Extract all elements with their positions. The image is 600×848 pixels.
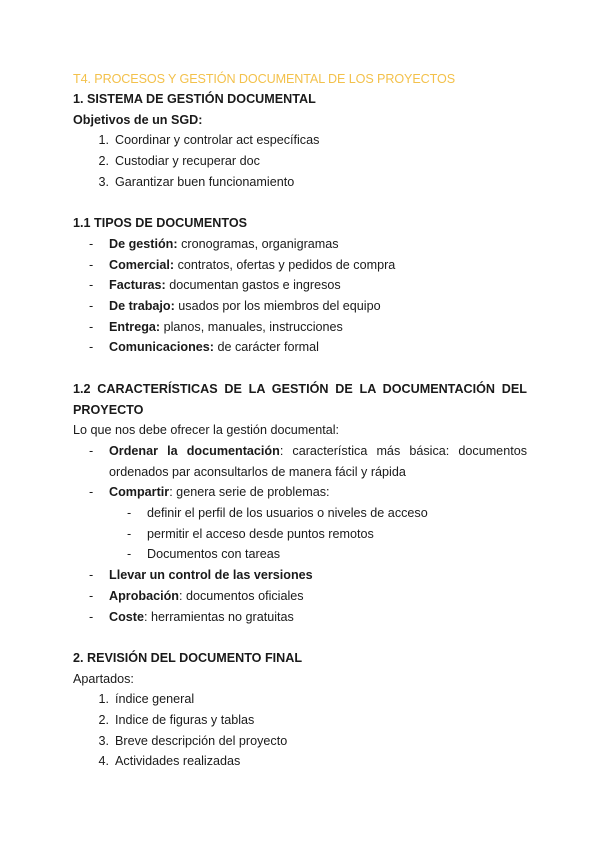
item-description: planos, manuales, instrucciones xyxy=(160,319,343,334)
objectives-label: Objetivos de un SGD: xyxy=(73,112,203,127)
item-term: Llevar un control de las versiones xyxy=(109,568,313,583)
section-heading-revision: 2. REVISIÓN DEL DOCUMENTO FINAL xyxy=(73,650,303,665)
item-term: De trabajo: xyxy=(109,299,175,314)
sublist-item xyxy=(73,544,527,565)
section-heading-tipos: 1.1 TIPOS DE DOCUMENTOS xyxy=(73,216,248,231)
document-types-list xyxy=(73,234,527,358)
list-item xyxy=(73,151,527,172)
list-text: Garantizar buen funcionamiento xyxy=(115,174,295,189)
characteristics-list-cont xyxy=(73,565,527,627)
item-description: : documentos oficiales xyxy=(178,588,304,603)
list-item xyxy=(73,586,527,607)
list-item xyxy=(73,296,527,317)
item-term: Compartir xyxy=(109,485,170,500)
list-number: 3. xyxy=(98,174,109,189)
list-text: Actividades realizadas xyxy=(115,754,241,769)
list-item xyxy=(73,751,527,772)
bullet-dash: - xyxy=(89,485,94,500)
list-item xyxy=(73,337,527,358)
bullet-dash: - xyxy=(89,443,94,458)
item-term: Facturas: xyxy=(109,278,166,293)
item-description: : herramientas no gratuitas xyxy=(144,609,294,624)
bullet-dash: - xyxy=(89,299,94,314)
bullet-dash: - xyxy=(89,568,94,583)
item-description: : característica más básica: documentos ordenados par aconsultarlos de manera fácil y rápida xyxy=(109,443,527,479)
compartir-sublist xyxy=(73,503,527,565)
item-term: De gestión: xyxy=(109,236,178,251)
bullet-dash: - xyxy=(89,278,94,293)
item-description: : genera serie de problemas: xyxy=(169,485,330,500)
list-item xyxy=(73,172,527,193)
list-item xyxy=(73,255,527,276)
apartados-label: Apartados: xyxy=(73,671,134,686)
list-item xyxy=(73,234,527,255)
list-item xyxy=(73,130,527,151)
spacer xyxy=(73,193,527,214)
bullet-dash: - xyxy=(89,236,94,251)
document-content xyxy=(73,69,527,772)
item-term: Aprobación xyxy=(109,588,179,603)
list-item xyxy=(73,731,527,752)
sublist-item xyxy=(73,503,527,524)
apartados-list xyxy=(73,689,527,772)
list-item xyxy=(73,710,527,731)
section-intro: Lo que nos debe ofrecer la gestión documental: xyxy=(73,423,340,438)
bullet-dash: - xyxy=(89,609,94,624)
list-number: 3. xyxy=(98,733,109,748)
item-term: Comunicaciones: xyxy=(109,340,214,355)
list-number: 4. xyxy=(98,754,109,769)
section-heading-caracteristicas: 1.2 CARACTERÍSTICAS DE LA GESTIÓN DE LA DOCUMENTACIÓN DEL PROYECTO xyxy=(73,381,527,417)
bullet-dash: - xyxy=(89,588,94,603)
item-term: Coste xyxy=(109,609,144,624)
list-item xyxy=(73,689,527,710)
list-item xyxy=(73,607,527,628)
list-text: índice general xyxy=(115,692,195,707)
item-description: documentan gastos e ingresos xyxy=(165,278,341,293)
item-description: de carácter formal xyxy=(213,340,319,355)
sublist-text: permitir el acceso desde puntos remotos xyxy=(147,526,374,541)
list-text: Coordinar y controlar act específicas xyxy=(115,133,320,148)
bullet-dash: - xyxy=(127,526,132,541)
list-item xyxy=(73,441,527,482)
bullet-dash: - xyxy=(127,547,132,562)
spacer xyxy=(73,627,527,648)
item-term: Comercial: xyxy=(109,257,175,272)
item-description: usados por los miembros del equipo xyxy=(174,299,381,314)
objectives-list xyxy=(73,130,527,192)
list-number: 2. xyxy=(98,154,109,169)
item-term: Entrega: xyxy=(109,319,161,334)
section-heading-sgd: 1. SISTEMA DE GESTIÓN DOCUMENTAL xyxy=(73,92,316,106)
bullet-dash: - xyxy=(89,319,94,334)
list-item xyxy=(73,275,527,296)
sublist-item xyxy=(73,524,527,545)
list-item xyxy=(73,482,527,503)
bullet-dash: - xyxy=(89,257,94,272)
item-description: contratos, ofertas y pedidos de compra xyxy=(174,257,396,272)
item-term: Ordenar la documentación xyxy=(109,443,280,458)
spacer xyxy=(73,358,527,379)
characteristics-list xyxy=(73,441,527,503)
list-item xyxy=(73,565,527,586)
list-number: 1. xyxy=(98,133,109,148)
list-text: Breve descripción del proyecto xyxy=(115,733,288,748)
list-item xyxy=(73,317,527,338)
list-number: 1. xyxy=(98,692,109,707)
sublist-text: definir el perfil de los usuarios o niveles de acceso xyxy=(147,506,428,521)
item-description: cronogramas, organigramas xyxy=(177,236,339,251)
document-title: T4. PROCESOS Y GESTIÓN DOCUMENTAL DE LOS PROYECTOS xyxy=(73,72,455,86)
list-number: 2. xyxy=(98,713,109,728)
list-text: Custodiar y recuperar doc xyxy=(115,154,260,169)
list-text: Indice de figuras y tablas xyxy=(115,713,255,728)
bullet-dash: - xyxy=(127,506,132,521)
bullet-dash: - xyxy=(89,340,94,355)
sublist-text: Documentos con tareas xyxy=(147,547,281,562)
